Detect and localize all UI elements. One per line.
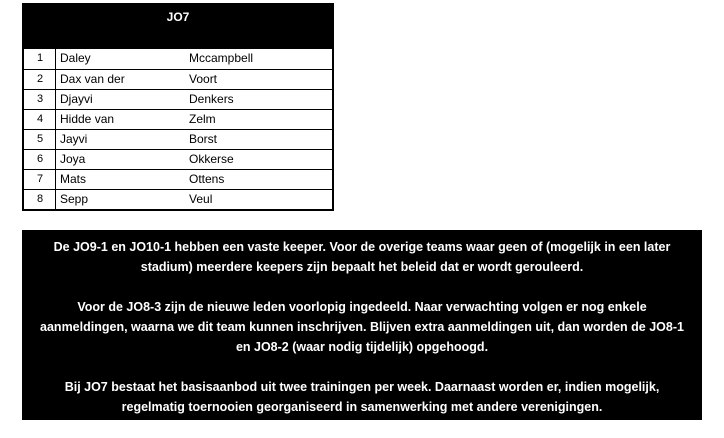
player-number: 4: [24, 110, 56, 129]
table-row: [24, 69, 332, 89]
roster-body: [24, 49, 332, 209]
roster-table: [22, 3, 334, 211]
table-row: [24, 89, 332, 109]
notice-paragraph-jo8: Voor de JO8-3 zijn de nieuwe leden voorlopig ingedeeld. Naar verwachting volgen er nog enkele aanmeldingen, waarna we dit team kunnen inschrijven. Blijven extra aanmeldingen uit, dan worden de JO8-1 en JO8-2 (waar nodig tijdelijk) opgehoogd.: [40, 300, 684, 354]
table-row: [24, 169, 332, 189]
player-first-name: Joya: [60, 152, 86, 166]
player-first-name: Djayvi: [60, 92, 93, 106]
player-last-name: Denkers: [189, 92, 234, 106]
table-row: [24, 129, 332, 149]
player-number: 6: [24, 150, 56, 169]
player-last-name: Okkerse: [189, 152, 234, 166]
player-first-name: Jayvi: [60, 132, 88, 146]
table-row: [24, 49, 332, 69]
player-last-name: Borst: [189, 132, 218, 146]
player-number: 5: [24, 130, 56, 149]
player-number: 1: [24, 49, 56, 69]
player-first-name: Dax van der: [60, 72, 125, 86]
roster-title: JO7: [24, 5, 332, 49]
player-last-name: Veul: [189, 192, 213, 206]
player-last-name: Ottens: [189, 172, 225, 186]
player-last-name: Voort: [189, 72, 218, 86]
player-number: 3: [24, 90, 56, 109]
player-number: 2: [24, 70, 56, 89]
notice-paragraph-keepers: De JO9-1 en JO10-1 hebben een vaste keeper. Voor de overige teams waar geen of (mogelijk in een later stadium) meerdere keepers zijn bepaalt het beleid dat er wordt gerouleerd.: [53, 240, 671, 274]
player-first-name: Mats: [60, 172, 87, 186]
player-number: 7: [24, 170, 56, 189]
table-row: [24, 109, 332, 129]
player-last-name: Mccampbell: [189, 51, 254, 65]
notice-paragraph-jo7: Bij JO7 bestaat het basisaanbod uit twee trainingen per week. Daarnaast worden er, indien mogelijk, regelmatig toernooien georganiseerd in samenwerking met andere verenigingen.: [64, 380, 660, 414]
player-first-name: Hidde van: [60, 112, 115, 126]
player-last-name: Zelm: [189, 112, 216, 126]
player-first-name: Daley: [60, 51, 91, 65]
player-first-name: Sepp: [60, 192, 89, 206]
table-row: [24, 189, 332, 209]
notice-box: [22, 230, 702, 420]
table-row: [24, 149, 332, 169]
player-number: 8: [24, 190, 56, 209]
